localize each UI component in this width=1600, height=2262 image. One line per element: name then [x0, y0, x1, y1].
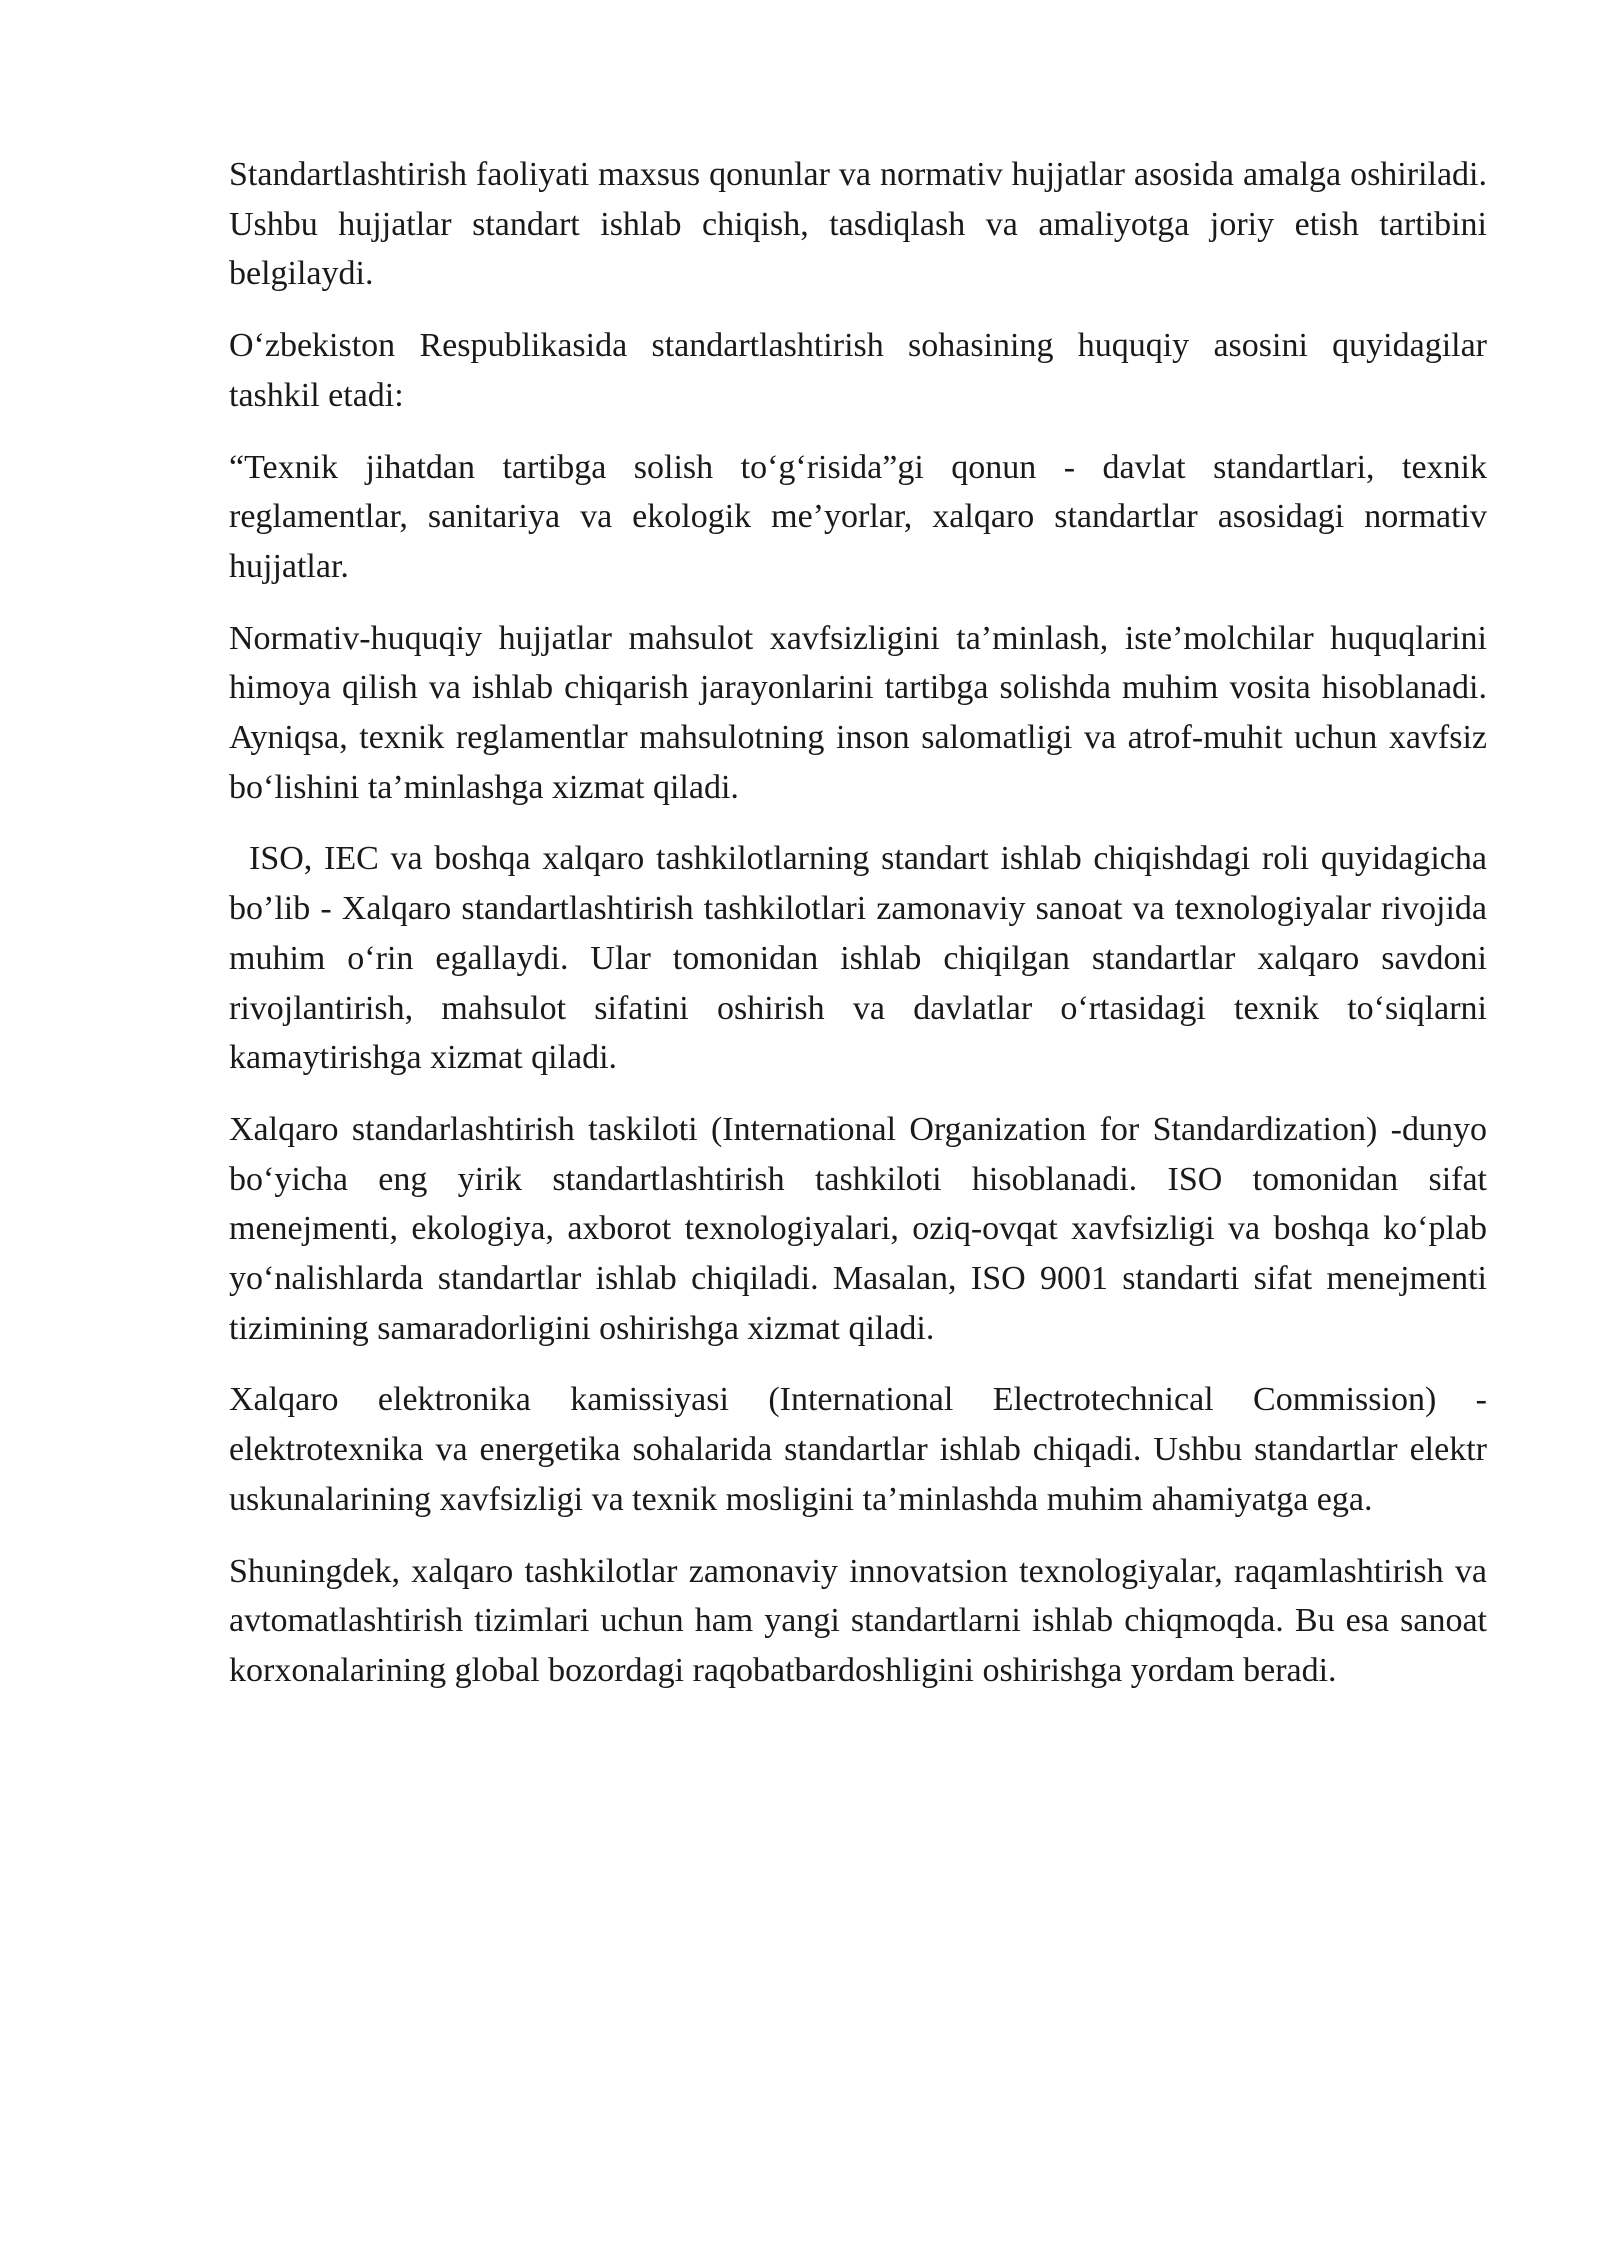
- paragraph: O‘zbekiston Respublikasida standartlashtirish sohasining huquqiy asosini quyidagilar tashkil etadi:: [229, 327, 1487, 414]
- paragraph: “Texnik jihatdan tartibga solish to‘g‘risida”gi qonun - davlat standartlari, texnik reglamentlar, sanitariya va ekologik me’yorlar, xalqaro standartlar asosidagi normativ hujjatlar.: [229, 448, 1487, 585]
- paragraph: ISO, IEC va boshqa xalqaro tashkilotlarning standart ishlab chiqishdagi roli quyidagicha bo’lib - Xalqaro standartlashtirish tashkilotlari zamonaviy sanoat va texnologiyalar rivojida muhim o‘rin egallaydi. Ular tomonidan ishlab chiqilgan standartlar xalqaro savdoni rivojlantirish, mahsulot sifatini oshirish va davlatlar o‘rtasidagi texnik to‘siqlarni kamaytirishga xizmat qiladi.: [229, 840, 1487, 1077]
- paragraph: Shuningdek, xalqaro tashkilotlar zamonaviy innovatsion texnologiyalar, raqamlashtirish va avtomatlashtirish tizimlari uchun ham yangi standartlarni ishlab chiqmoqda. Bu esa sanoat korxonalarining global bozordagi raqobatbardoshligini oshirishga yordam beradi.: [229, 1552, 1487, 1689]
- paragraph: Normativ-huquqiy hujjatlar mahsulot xavfsizligini ta’minlash, iste’molchilar huquqlarini himoya qilish va ishlab chiqarish jarayonlarini tartibga solishda muhim vosita hisoblanadi. Ayniqsa, texnik reglamentlar mahsulotning inson salomatligi va atrof-muhit uchun xavfsiz bo‘lishini ta’minlashga xizmat qiladi.: [229, 619, 1487, 806]
- paragraph: Xalqaro elektronika kamissiyasi (International Electrotechnical Commission) - elektrotexnika va energetika sohalarida standartlar ishlab chiqadi. Ushbu standartlar elektr uskunalarining xavfsizligi va texnik mosligini ta’minlashda muhim ahamiyatga ega.: [229, 1381, 1487, 1518]
- paragraph: Xalqaro standarlashtirish taskiloti (International Organization for Standardization) -dunyo bo‘yicha eng yirik standartlashtirish tashkiloti hisoblanadi. ISO tomonidan sifat menejmenti, ekologiya, axborot texnologiyalari, oziq-ovqat xavfsizligi va boshqa ko‘plab yo‘nalishlarda standartlar ishlab chiqiladi. Masalan, ISO 9001 standarti sifat menejmenti tizimining samaradorligini oshirishga xizmat qiladi.: [229, 1110, 1487, 1347]
- paragraph: Standartlashtirish faoliyati maxsus qonunlar va normativ hujjatlar asosida amalga oshiriladi. Ushbu hujjatlar standart ishlab chiqish, tasdiqlash va amaliyotga joriy etish tartibini belgilaydi.: [229, 156, 1487, 293]
- document-page: [229, 150, 1487, 1718]
